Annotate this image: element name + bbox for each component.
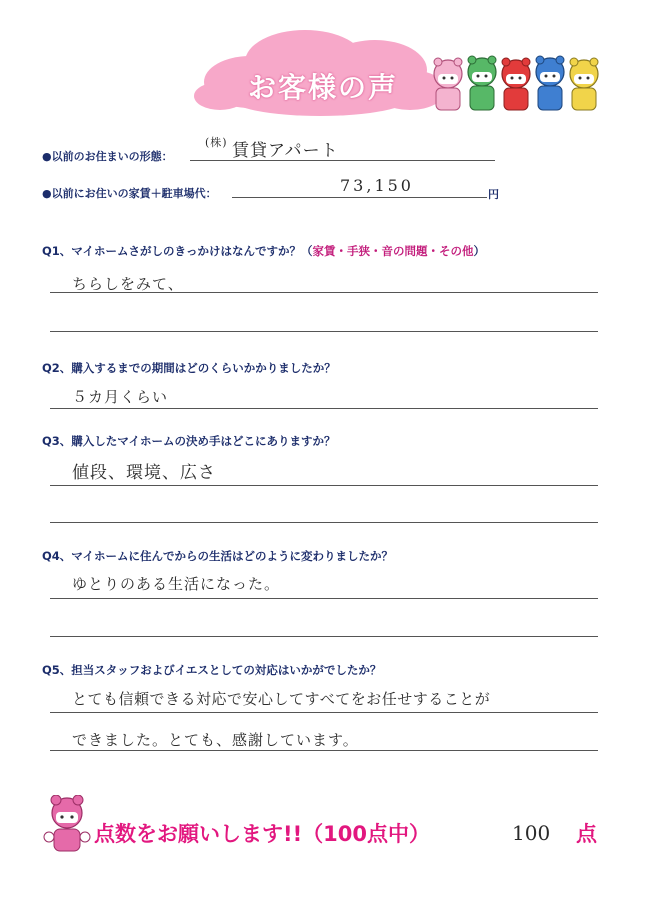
q2-answer-line-1: ５カ月くらい [72, 388, 169, 406]
q4-rule-2 [50, 636, 598, 637]
header [0, 0, 645, 130]
q2-label: Q2、購入するまでの期間はどのくらいかかりましたか？ [42, 361, 336, 375]
pink-mascot-icon [42, 795, 92, 855]
q1-options: 家賃・手狭・音の問題・その他 [312, 244, 474, 258]
previous-home-type-rule [190, 160, 495, 161]
q3-rule-1 [50, 485, 598, 486]
q5-answer-line-1: とても信頼できる対応で安心してすべてをお任せすることが [72, 690, 491, 708]
q5-rule-2 [50, 750, 598, 751]
q3-answer-line-1: 値段、環境、広さ [72, 463, 216, 483]
q4-rule-1 [50, 598, 598, 599]
q4-label: Q4、マイホームに住んでからの生活はどのように変わりましたか？ [42, 549, 394, 563]
q1-answer-line-1: ちらしをみて、 [72, 275, 184, 293]
page-title: お客様の声 [247, 71, 398, 104]
q5-answer-line-2: できました。とても、感謝しています。 [72, 731, 359, 749]
mascot-group-icon [430, 52, 610, 122]
q1-rule-1 [50, 292, 598, 293]
previous-home-type-value: 賃貸アパート [232, 141, 339, 161]
q3-rule-2 [50, 522, 598, 523]
previous-home-type-label: ●以前のお住まいの形態： [42, 150, 173, 163]
q1-question: Q1、マイホームさがしのきっかけはなんですか？（ [42, 244, 313, 258]
q1-close: ） [473, 244, 486, 258]
q5-label: Q5、担当スタッフおよびイエスとしての対応はいかがでしたか？ [42, 663, 382, 677]
previous-home-type-prefix: (株) [205, 136, 228, 149]
score-label: 点数をお願いします!!（100点中） [94, 822, 430, 846]
previous-rent-value: 73,150 [340, 176, 414, 195]
previous-rent-unit: 円 [488, 188, 499, 201]
q1-rule-2 [50, 331, 598, 332]
previous-rent-rule [232, 197, 487, 198]
q4-answer-line-1: ゆとりのある生活になった。 [72, 575, 281, 593]
q1-label [42, 243, 485, 259]
score-value: 100 [512, 821, 551, 845]
previous-rent-label: ●以前にお住いの家賃＋駐車場代： [42, 187, 217, 200]
score-unit: 点 [576, 822, 597, 846]
q5-rule-1 [50, 712, 598, 713]
q2-rule-1 [50, 408, 598, 409]
q3-label: Q3、購入したマイホームの決め手はどこにありますか？ [42, 434, 336, 448]
